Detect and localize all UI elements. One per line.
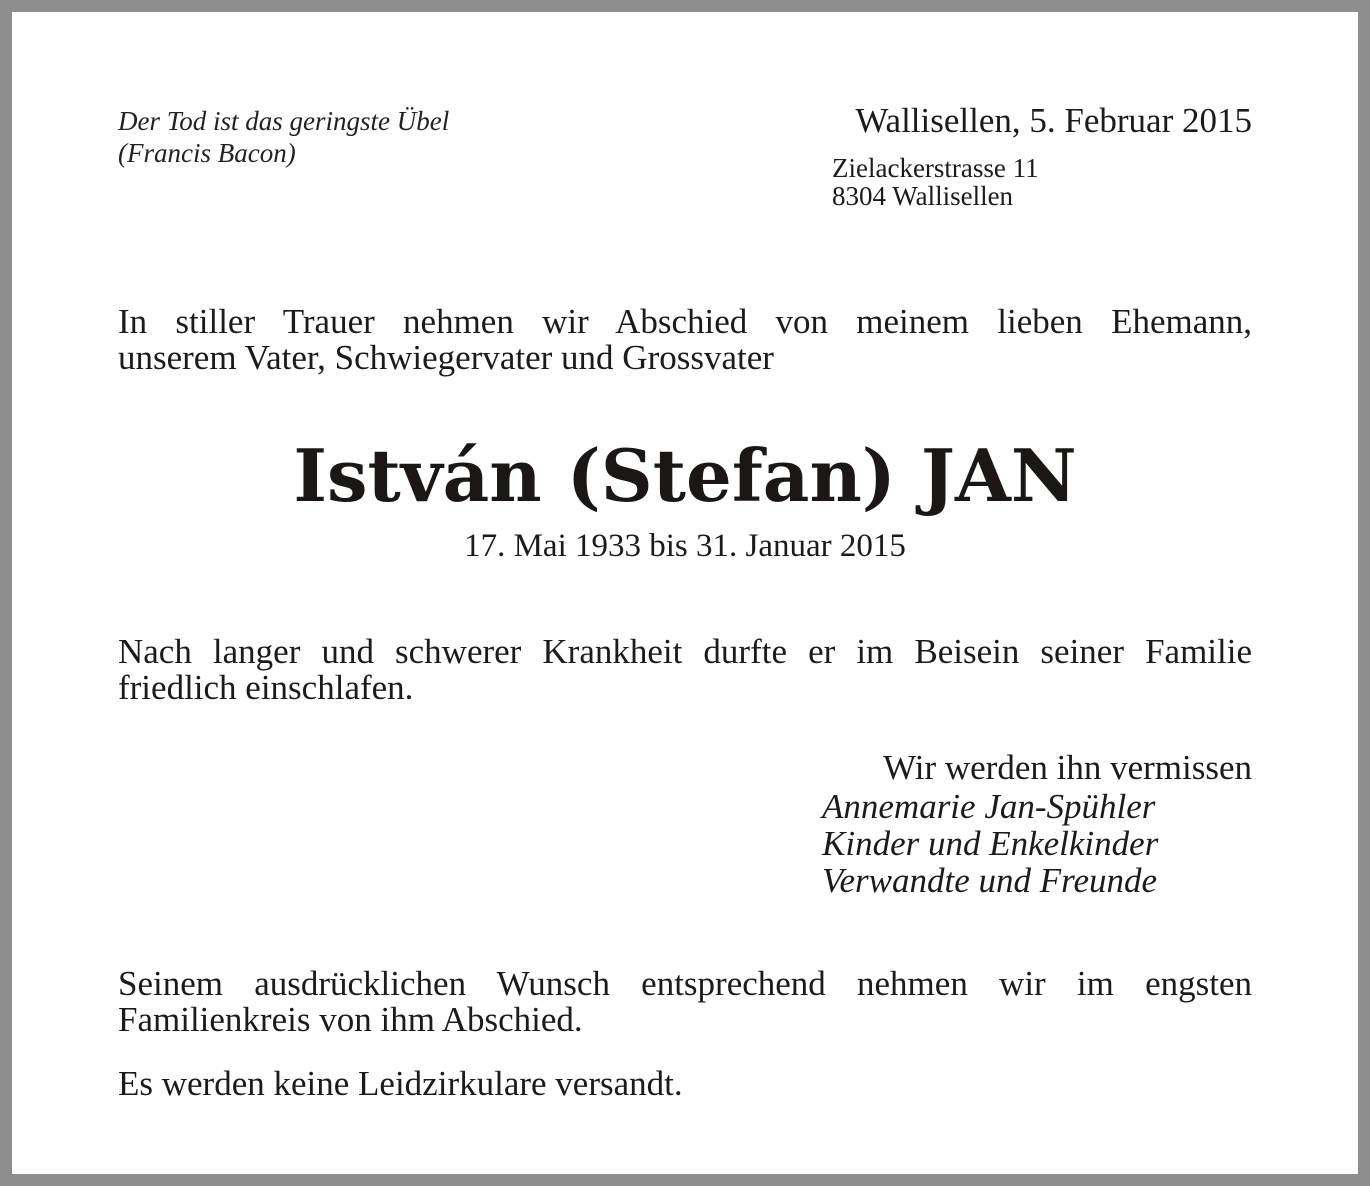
quote	[118, 105, 449, 169]
signature-heading: Wir werden ihn vermissen	[883, 748, 1252, 787]
paragraph-illness-line-2: friedlich einschlafen.	[118, 668, 414, 707]
paragraph-wish-line-1: Seinem ausdrücklichen Wunsch entsprechend nehmen wir im engsten	[118, 964, 1252, 1003]
signature-block	[822, 748, 1252, 899]
paragraph-illness	[118, 634, 1252, 706]
obituary-page	[12, 12, 1358, 1174]
signature-names	[822, 788, 1252, 899]
address	[832, 154, 1039, 210]
signature-name: Verwandte und Freunde	[822, 861, 1158, 900]
paragraph-illness-line-1: Nach langer und schwerer Krankheit durfte er im Beisein seiner Familie	[118, 632, 1252, 671]
life-dates: 17. Mai 1933 bis 31. Januar 2015	[464, 528, 906, 564]
address-city: 8304 Wallisellen	[832, 181, 1014, 211]
paragraph-wish-line-2: Familienkreis von ihm Abschied.	[118, 1000, 583, 1039]
signature-name: Kinder und Enkelkinder	[822, 824, 1159, 863]
quote-text: Der Tod ist das geringste Übel	[118, 106, 450, 136]
deceased-name: István (Stefan) JAN	[293, 433, 1077, 518]
signature-name: Annemarie Jan-Spühler	[822, 787, 1156, 826]
place-date: Wallisellen, 5. Februar 2015	[855, 101, 1252, 140]
address-street: Zielackerstrasse 11	[832, 153, 1039, 183]
intro-text	[118, 304, 1252, 376]
intro-line-2: unserem Vater, Schwiegervater und Grossvater	[118, 338, 774, 377]
intro-line-1: In stiller Trauer nehmen wir Abschied von meinem lieben Ehemann,	[118, 302, 1252, 341]
paragraph-wish	[118, 966, 1252, 1038]
paragraph-no-circulars: Es werden keine Leidzirkulare versandt.	[118, 1064, 683, 1103]
quote-author: (Francis Bacon)	[118, 138, 296, 168]
